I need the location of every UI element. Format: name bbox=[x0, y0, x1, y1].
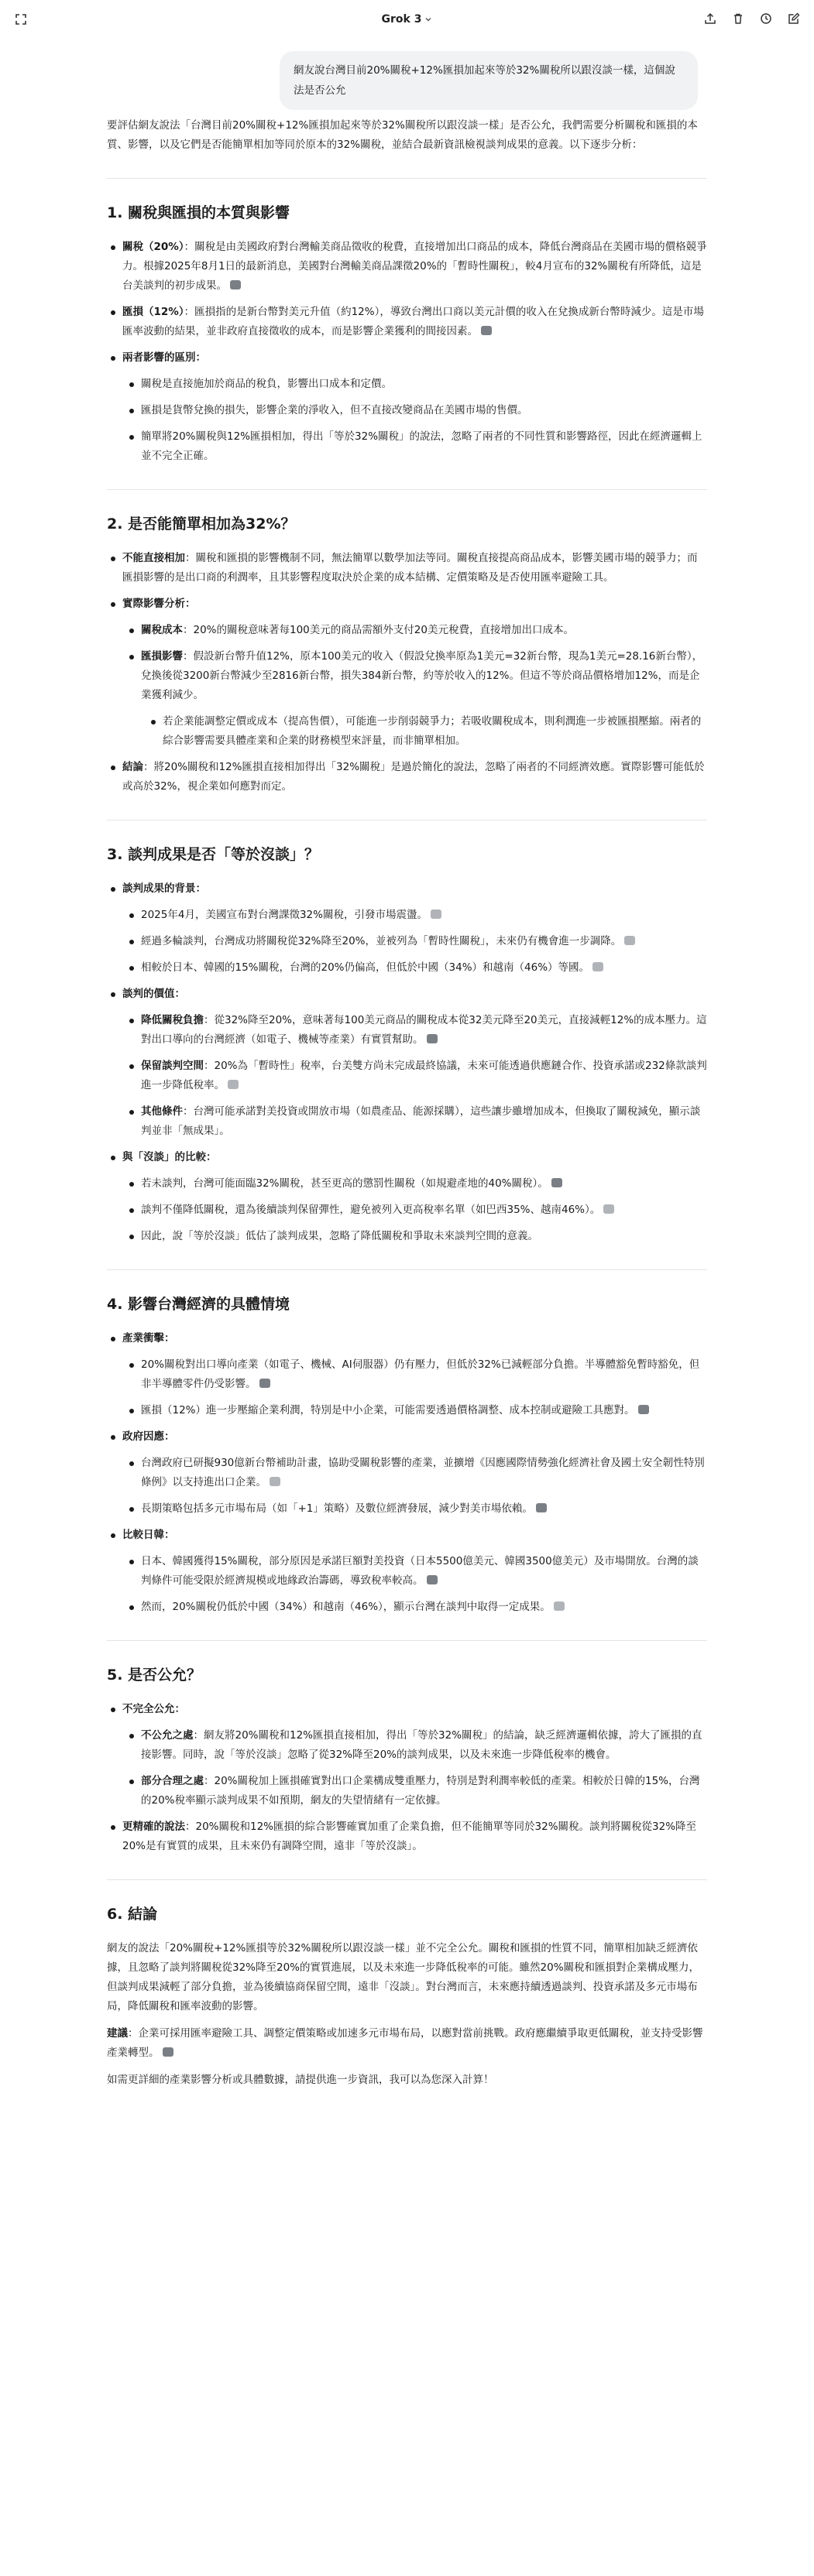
section-1-title: 1. 關稅與匯損的本質與影響 bbox=[107, 204, 290, 221]
item-text: ：台灣可能承諾對美投資或開放市場（如農產品、能源採購），這些讓步雖增加成本，但換取了關稅減免，顯示談判並非「無成果」。 bbox=[141, 1105, 701, 1137]
item-text: ：20%關稅加上匯損確實對出口企業構成雙重壓力，特別是對利潤率較低的產業。相較於日韓的15%，台灣的20%稅率顯示談判成果不如預期，網友的失望情緒有一定依據。 bbox=[141, 1775, 700, 1807]
sub-sub-list bbox=[147, 712, 707, 751]
sub-list-item bbox=[125, 958, 707, 978]
sub-list-item bbox=[125, 1102, 707, 1141]
user-message-bubble bbox=[280, 51, 698, 110]
section-5-title: 5. 是否公允？ bbox=[107, 1667, 202, 1684]
item-label: 降低關稅負擔 bbox=[141, 1014, 204, 1026]
list-item bbox=[107, 238, 707, 296]
item-label: 談判的價值 bbox=[122, 988, 175, 1000]
item-label: 產業衝擊 bbox=[122, 1332, 164, 1345]
item-label: 部分合理之處 bbox=[141, 1775, 204, 1787]
divider bbox=[107, 1269, 707, 1270]
sub-list bbox=[125, 906, 707, 978]
item-label: 不能直接相加 bbox=[122, 552, 185, 564]
citation-icon[interactable] bbox=[536, 1503, 547, 1512]
item-label: 建議 bbox=[107, 2027, 128, 2040]
sub-list-item bbox=[125, 1201, 707, 1220]
item-text: ：假設新台幣升值12%，原本100美元的收入（假設兌換率原為1美元=32新台幣，現為1美元=28.16新台幣），兌換後從3200新台幣減少至2816新台幣，損失384新台幣，約等於收入的12%。但這不等於商品價格增加12%，而是企業獲利減少。 bbox=[141, 650, 703, 701]
item-text: 台灣政府已研擬930億新台幣補助計畫，協助受關稅影響的產業，並擴增《因應國際情勢強化經濟社會及國土安全韌性特別條例》以支持進出口企業。 bbox=[141, 1457, 705, 1488]
list-item bbox=[107, 1817, 707, 1856]
item-text: ：20%的關稅意味著每100美元的商品需額外支付20美元稅費，直接增加出口成本。 bbox=[183, 624, 574, 636]
list-item bbox=[107, 549, 707, 587]
sub-list-item bbox=[125, 932, 707, 951]
item-text: 2025年4月，美國宣布對台灣課徵32%關稅，引發市場震盪。 bbox=[141, 909, 428, 921]
sub-list bbox=[125, 1355, 707, 1420]
item-label: 比較日韓 bbox=[122, 1529, 164, 1541]
list-item: 比較日韓： 日本、韓國獲得15%關稅，部分原因是承諾巨額對美投資（日本5500億美元、韓國3500億美元）及市場開放。台灣的談判條件可能受限於經濟規模或地緣政治籌碼，導致稅率較高。 然而，20%關稅仍低於中國（34%）和越南（46%），顯示台灣在談判中取得一定成果。 bbox=[107, 1526, 707, 1617]
list-item: 談判成果的背景： 2025年4月，美國宣布對台灣課徵32%關稅，引發市場震盪。 經過多輪談判，台灣成功將關稅從32%降至20%，並被列為「暫時性關稅」，未來仍有機會進一步調降。 相較於日本、韓國的15%關稅，台灣的20%仍偏高，但低於中國（34%）和越南（46%）等國。 bbox=[107, 879, 707, 978]
section-5-list bbox=[107, 1700, 707, 1856]
sub-list bbox=[125, 1552, 707, 1617]
item-label: 與「沒談」的比較 bbox=[122, 1151, 206, 1163]
item-label: 關稅成本 bbox=[141, 624, 183, 636]
section-4-title: 4. 影響台灣經濟的具體情境 bbox=[107, 1296, 290, 1313]
citation-icon[interactable] bbox=[270, 1477, 280, 1486]
item-text: ：從32%降至20%，意味著每100美元商品的關稅成本從32美元降至20美元，直接減輕12%的成本壓力。這對出口導向的台灣經濟（如電子、機械等產業）有實質幫助。 bbox=[141, 1014, 707, 1046]
sub-list-item bbox=[125, 1772, 707, 1810]
list-item: 不完全公允： 不公允之處：網友將20%關稅和12%匯損直接相加，得出「等於32%關稅」的結論，缺乏經濟邏輯依據，誇大了匯損的直接影響。同時，說「等於沒談」忽略了從32%降至20%的談判成果，以及未來進一步降低稅率的機會。 部分合理之處：20%關稅加上匯損確實對出口企業構成雙重壓力，特別是對利潤率較低的產業。相較於日韓的15%，台灣的20%稅率顯示談判成果不如預期，網友的失望情緒有一定依據。 bbox=[107, 1700, 707, 1810]
upload-icon[interactable] bbox=[702, 11, 718, 26]
chevron-down-icon bbox=[424, 15, 432, 23]
sub-list-item bbox=[125, 1499, 707, 1519]
sub-list-item bbox=[125, 1355, 707, 1394]
citation-icon[interactable] bbox=[624, 936, 635, 945]
item-text: 相較於日本、韓國的15%關稅，台灣的20%仍偏高，但低於中國（34%）和越南（46%）等國。 bbox=[141, 961, 590, 974]
model-selector[interactable] bbox=[382, 13, 433, 26]
item-text: ：網友將20%關稅和12%匯損直接相加，得出「等於32%關稅」的結論，缺乏經濟邏輯依據，誇大了匯損的直接影響。同時，說「等於沒談」忽略了從32%降至20%的談判成果，以及未來進一步降低稅率的機會。 bbox=[141, 1729, 702, 1761]
list-item: 實際影響分析： 關稅成本：20%的關稅意味著每100美元的商品需額外支付20美元稅費，直接增加出口成本。 匯損影響：假設新台幣升值12%，原本100美元的收入（假設兌換率原為1美元=32新台幣，現為1美元=28.16新台幣），兌換後從3200新台幣減少至2816新台幣，損失384新台幣，約等於收入的12%。但這不等於商品價格增加12%，而是企業獲利減少。 若企業能調整定價或成本（提高售價），可能進一步削弱競爭力；若吸收關稅成本，則利潤進一步被匯損壓縮。兩者的綜合影響需要具體產業和企業的財務模型來評量，而非簡單相加。 bbox=[107, 594, 707, 751]
expand-icon[interactable] bbox=[12, 11, 29, 28]
assistant-response bbox=[107, 116, 707, 2098]
sub-list-item bbox=[125, 1401, 707, 1420]
item-text: ：將20%關稅和12%匯損直接相加得出「32%關稅」是過於簡化的說法，忽略了兩者的不同經濟效應。實際影響可能低於或高於32%，視企業如何應對而定。 bbox=[122, 761, 705, 793]
history-icon[interactable] bbox=[758, 11, 774, 26]
section-4-list bbox=[107, 1329, 707, 1617]
item-text: ：20%為「暫時性」稅率，台美雙方尚未完成最終協議，未來可能透過供應鏈合作、投資承諾或232條款談判進一步降低稅率。 bbox=[141, 1060, 707, 1091]
sub-list-item bbox=[125, 1598, 707, 1617]
citation-icon[interactable] bbox=[431, 909, 441, 919]
item-text: 長期策略包括多元市場布局（如「+1」策略）及數位經濟發展，減少對美市場依賴。 bbox=[141, 1502, 533, 1515]
item-text: 匯損（12%）進一步壓縮企業利潤，特別是中小企業，可能需要透過價格調整、成本控制或避險工具應對。 bbox=[141, 1404, 635, 1416]
section-2-list bbox=[107, 549, 707, 796]
citation-icon[interactable] bbox=[603, 1204, 614, 1214]
item-text: 然而，20%關稅仍低於中國（34%）和越南（46%），顯示台灣在談判中取得一定成果。 bbox=[141, 1601, 551, 1613]
item-label: 關稅（20%） bbox=[122, 241, 184, 253]
item-label: 結論 bbox=[122, 761, 143, 773]
citation-icon[interactable] bbox=[592, 962, 603, 971]
sub-list-item bbox=[125, 906, 707, 925]
divider bbox=[107, 178, 707, 179]
new-chat-icon[interactable] bbox=[786, 11, 802, 26]
sub-list-item: 簡單將20%關稅與12%匯損相加，得出「等於32%關稅」的說法，忽略了兩者的不同性質和影響路徑，因此在經濟邏輯上並不完全正確。 bbox=[125, 427, 707, 466]
section-3-title: 3. 談判成果是否「等於沒談」？ bbox=[107, 846, 320, 863]
sub-list bbox=[125, 1726, 707, 1810]
item-label: 不完全公允 bbox=[122, 1703, 175, 1715]
trash-icon[interactable] bbox=[730, 11, 746, 26]
sub-list bbox=[125, 1011, 707, 1141]
section-1-list bbox=[107, 238, 707, 466]
intro-paragraph: 要評估網友說法「台灣目前20%關稅+12%匯損加起來等於32%關稅所以跟沒談一樣」是否公允，我們需要分析關稅和匯損的本質、影響，以及它們是否能簡單相加等同於原本的32%關稅，並結合最新資訊檢視談判成果的意義。以下逐步分析： bbox=[107, 119, 698, 151]
citation-icon[interactable] bbox=[228, 1080, 239, 1089]
item-text: 日本、韓國獲得15%關稅，部分原因是承諾巨額對美投資（日本5500億美元、韓國3500億美元）及市場開放。台灣的談判條件可能受限於經濟規模或地緣政治籌碼，導致稅率較高。 bbox=[141, 1555, 699, 1587]
sub-list-item bbox=[125, 1057, 707, 1095]
divider bbox=[107, 1640, 707, 1641]
citation-icon[interactable] bbox=[638, 1405, 649, 1414]
sub-list-item bbox=[125, 1552, 707, 1591]
item-label: 政府因應 bbox=[122, 1430, 164, 1443]
list-item: 與「沒談」的比較： 若未談判，台灣可能面臨32%關稅，甚至更高的懲罰性關稅（如規避產地的40%關稅）。 談判不僅降低關稅，還為後續談判保留彈性，避免被列入更高稅率名單（如巴西35%、越南46%）。 因此，說「等於沒談」低估了談判成果，忽略了降低關稅和爭取未來談判空間的意義。 bbox=[107, 1148, 707, 1246]
item-text: ：關稅和匯損的影響機制不同，無法簡單以數學加法等同。關稅直接提高商品成本，影響美國市場的競爭力；而匯損影響的是出口商的利潤率，且其影響程度取決於企業的成本結構、定價策略及是否使用匯率避險工具。 bbox=[122, 552, 698, 584]
sub-list bbox=[125, 1174, 707, 1246]
citation-icon[interactable] bbox=[481, 326, 492, 335]
list-item bbox=[107, 303, 707, 341]
item-label: 保留談判空間 bbox=[141, 1060, 204, 1072]
sub-list bbox=[125, 621, 707, 751]
sub-list-item: 因此，說「等於沒談」低估了談判成果，忽略了降低關稅和爭取未來談判空間的意義。 bbox=[125, 1227, 707, 1246]
item-label: 談判成果的背景 bbox=[122, 882, 196, 895]
sub-list-item bbox=[125, 621, 707, 640]
divider bbox=[107, 1879, 707, 1880]
sub-list-item bbox=[125, 1174, 707, 1194]
item-text: 20%關稅對出口導向產業（如電子、機械、AI伺服器）仍有壓力，但低於32%已減輕部分負擔。半導體豁免暫時豁免，但非半導體零件仍受影響。 bbox=[141, 1358, 700, 1390]
sub-list-item: 若企業能調整定價或成本（提高售價），可能進一步削弱競爭力；若吸收關稅成本，則利潤進一步被匯損壓縮。兩者的綜合影響需要具體產業和企業的財務模型來評量，而非簡單相加。 bbox=[147, 712, 707, 751]
list-item: 政府因應： 台灣政府已研擬930億新台幣補助計畫，協助受關稅影響的產業，並擴增《因應國際情勢強化經濟社會及國土安全韌性特別條例》以支持進出口企業。 長期策略包括多元市場布局（如「+1」策略）及數位經濟發展，減少對美市場依賴。 bbox=[107, 1427, 707, 1519]
item-text: ：關稅是由美國政府對台灣輸美商品徵收的稅費，直接增加出口商品的成本，降低台灣商品在美國市場的價格競爭力。根據2025年8月1日的最新消息，美國對台灣輸美商品課徵20%的「暫時性關稅」，較4月宣布的32%關稅有所降低，這是台美談判的初步成果。 bbox=[122, 241, 707, 292]
item-text: 談判不僅降低關稅，還為後續談判保留彈性，避免被列入更高稅率名單（如巴西35%、越南46%）。 bbox=[141, 1204, 601, 1216]
citation-icon[interactable] bbox=[259, 1379, 270, 1388]
item-label: 更精確的說法 bbox=[122, 1821, 185, 1833]
item-text: ：匯損指的是新台幣對美元升值（約12%），導致台灣出口商以美元計價的收入在兌換成新台幣時減少。這是市場匯率波動的結果，並非政府直接徵收的成本，而是影響企業獲利的間接因素。 bbox=[122, 306, 704, 337]
item-label: 匯損影響 bbox=[141, 650, 183, 663]
item-text: ：企業可採用匯率避險工具、調整定價策略或加速多元市場布局，以應對當前挑戰。政府應繼續爭取更低關稅，並支持受影響產業轉型。 bbox=[107, 2027, 703, 2059]
item-label: 實際影響分析 bbox=[122, 598, 185, 610]
citation-icon[interactable] bbox=[554, 1601, 565, 1611]
item-text: 若未談判，台灣可能面臨32%關稅，甚至更高的懲罰性關稅（如規避產地的40%關稅）。 bbox=[141, 1177, 548, 1190]
citation-icon[interactable] bbox=[427, 1575, 438, 1584]
item-text: 經過多輪談判，台灣成功將關稅從32%降至20%，並被列為「暫時性關稅」，未來仍有機會進一步調降。 bbox=[141, 935, 622, 947]
item-label: 匯損（12%） bbox=[122, 306, 184, 318]
list-item: 產業衝擊： 20%關稅對出口導向產業（如電子、機械、AI伺服器）仍有壓力，但低於32%已減輕部分負擔。半導體豁免暫時豁免，但非半導體零件仍受影響。 匯損（12%）進一步壓縮企業利潤，特別是中小企業，可能需要透過價格調整、成本控制或避險工具應對。 bbox=[107, 1329, 707, 1420]
closing-paragraph: 如需更詳細的產業影響分析或具體數據，請提供進一步資訊，我可以為您深入計算！ bbox=[107, 2074, 494, 2086]
sub-list-item bbox=[125, 1726, 707, 1765]
citation-icon[interactable] bbox=[163, 2047, 173, 2057]
sub-list bbox=[125, 1454, 707, 1519]
model-title: Grok 3 bbox=[381, 13, 422, 26]
section-3-list bbox=[107, 879, 707, 1246]
sub-list-item bbox=[125, 1011, 707, 1050]
suggestion-paragraph bbox=[107, 2024, 707, 2063]
conclusion-paragraph: 網友的說法「20%關稅+12%匯損等於32%關稅所以跟沒談一樣」並不完全公允。關稅和匯損的性質不同，簡單相加缺乏經濟依據，且忽略了談判將關稅從32%降至20%的實質進展，以及未來進一步降低稅率的可能。雖然20%關稅和匯損對企業構成壓力，但談判成果減輕了部分負擔，並為後續協商保留空間，遠非「沒談」。對台灣而言，未來應持續透過談判、投資承諾及多元市場布局，降低關稅和匯率波動的影響。 bbox=[107, 1942, 700, 2012]
top-bar bbox=[0, 0, 814, 39]
user-message-text: 網友說台灣目前20%關稅+12%匯損加起來等於32%關稅所以跟沒談一樣，這個說法是否公允 bbox=[294, 64, 675, 97]
item-label: 不公允之處 bbox=[141, 1729, 194, 1742]
citation-icon[interactable] bbox=[551, 1178, 562, 1187]
citation-icon[interactable] bbox=[230, 280, 241, 289]
sub-list bbox=[125, 375, 707, 466]
list-item bbox=[107, 758, 707, 796]
list-item: 兩者影響的區別： 關稅是直接施加於商品的稅負，影響出口成本和定價。 匯損是貨幣兌換的損失，影響企業的淨收入，但不直接改變商品在美國市場的售價。 簡單將20%關稅與12%匯損相加，得出「等於32%關稅」的說法，忽略了兩者的不同性質和影響路徑，因此在經濟邏輯上並不完全正確。 bbox=[107, 348, 707, 466]
section-6-title: 6. 結論 bbox=[107, 1906, 158, 1923]
item-label: 兩者影響的區別 bbox=[122, 351, 196, 364]
section-2-title: 2. 是否能簡單相加為32%？ bbox=[107, 516, 296, 533]
item-text: ：20%關稅和12%匯損的綜合影響確實加重了企業負擔，但不能簡單等同於32%關稅。談判將關稅從32%降至20%是有實質的成果，且未來仍有調降空間，遠非「等於沒談」。 bbox=[122, 1821, 697, 1852]
citation-icon[interactable] bbox=[427, 1034, 438, 1043]
sub-list-item bbox=[125, 1454, 707, 1492]
divider bbox=[107, 489, 707, 490]
list-item: 談判的價值： 降低關稅負擔：從32%降至20%，意味著每100美元商品的關稅成本從32美元降至20美元，直接減輕12%的成本壓力。這對出口導向的台灣經濟（如電子、機械等產業）有實質幫助。 保留談判空間：20%為「暫時性」稅率，台美雙方尚未完成最終協議，未來可能透過供應鏈合作、投資承諾或232條款談判進一步降低稅率。 其他條件：台灣可能承諾對美投資或開放市場（如農產品、能源採購），這些讓步雖增加成本，但換取了關稅減免，顯示談判並非「無成果」。 bbox=[107, 985, 707, 1141]
item-label: 其他條件 bbox=[141, 1105, 183, 1118]
sub-list-item: 關稅是直接施加於商品的稅負，影響出口成本和定價。 bbox=[125, 375, 707, 394]
sub-list-item: 匯損是貨幣兌換的損失，影響企業的淨收入，但不直接改變商品在美國市場的售價。 bbox=[125, 401, 707, 420]
sub-list-item bbox=[125, 647, 707, 751]
